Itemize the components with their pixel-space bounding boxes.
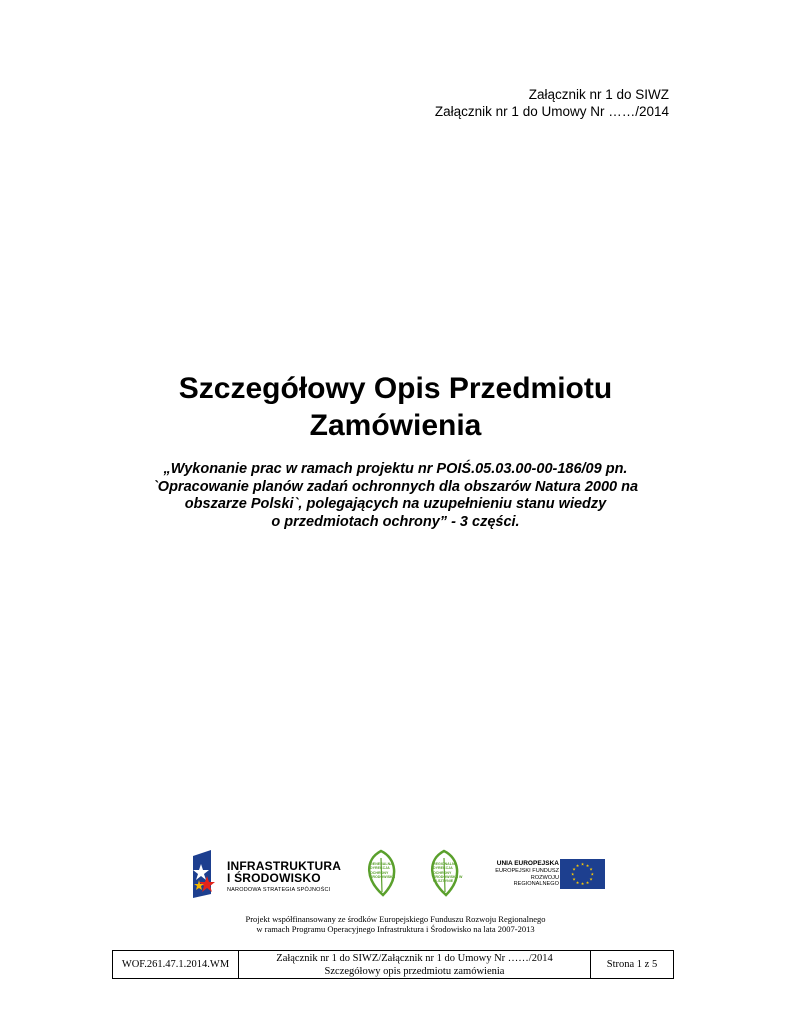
- svg-text:★: ★: [572, 866, 576, 872]
- rdos-text: REGIONALNA DYREKCJA OCHRONY ŚRODOWISKA W OLSZTYNIE: [433, 862, 463, 884]
- subtitle-line-3: obszarze Polski`, polegających na uzupełnieniu stanu wiedzy: [184, 496, 607, 512]
- funding-line-2: w ramach Programu Operacyjnego Infrastruktura i Środowisko na lata 2007-2013: [256, 924, 535, 934]
- document-title: [0, 370, 791, 444]
- svg-text:★: ★: [575, 879, 580, 885]
- svg-text:★: ★: [590, 871, 595, 877]
- subtitle-line-4: o przedmiotach ochrony” - 3 części.: [271, 513, 520, 530]
- footer-reference: WOF.261.47.1.2014.WM: [113, 951, 239, 978]
- eu-flag-icon: [560, 859, 605, 889]
- page-number: Strona 1 z 5: [606, 959, 658, 970]
- subtitle-line-1: „Wykonanie prac w ramach projektu nr POIŚ.05.03.00-00-186/09 pn.: [163, 461, 628, 477]
- gdos-leaf-logo: [356, 848, 406, 898]
- svg-text:★: ★: [575, 862, 580, 868]
- star-flag-icon: [189, 850, 225, 898]
- page-footer: [112, 950, 674, 979]
- svg-text:★: ★: [580, 881, 585, 887]
- svg-text:★: ★: [572, 876, 576, 882]
- title-line-2: Zamówienia: [309, 409, 482, 442]
- svg-text:★: ★: [585, 879, 590, 885]
- footer-description: [239, 951, 591, 978]
- title-line-1: Szczegółowy Opis Przedmiotu: [178, 372, 613, 405]
- footer-description-line-1: Załącznik nr 1 do SIWZ/Załącznik nr 1 do Umowy Nr ……/2014: [276, 952, 553, 964]
- rdos-leaf-logo: [419, 848, 479, 898]
- svg-text:★: ★: [570, 871, 575, 877]
- svg-text:★: ★: [589, 866, 593, 872]
- logo-strip: [189, 848, 609, 900]
- eu-erdf-label: UNIA EUROPEJSKA EUROPEJSKI FUNDUSZ ROZWOJU REGIONALNEGO: [495, 860, 559, 887]
- funding-note: [0, 914, 791, 934]
- header-attachment-siwz: Załącznik nr 1 do SIWZ: [528, 87, 669, 102]
- document-subtitle: [120, 461, 671, 531]
- footer-description-line-2: Szczegółowy opis przedmiotu zamówienia: [324, 965, 505, 977]
- gdos-text: GENERALNA DYREKCJA OCHRONY ŚRODOWISKA: [370, 862, 396, 879]
- infrastruktura-wordmark: INFRASTRUKTURA I ŚRODOWISKO: [227, 859, 342, 885]
- subtitle-line-2: `Opracowanie planów zadań ochronnych dla obszarów Natura 2000 na: [152, 478, 639, 495]
- funding-line-1: Projekt współfinansowany ze środków Europejskiego Funduszu Rozwoju Regionalnego: [245, 914, 546, 924]
- svg-text:★: ★: [589, 876, 593, 882]
- header-attachment-contract: Załącznik nr 1 do Umowy Nr ……/2014: [434, 104, 669, 119]
- document-header: [435, 86, 669, 120]
- svg-text:★: ★: [585, 862, 590, 868]
- svg-text:★: ★: [580, 861, 585, 867]
- infrastruktura-srodowisko-logo: [189, 850, 342, 898]
- nss-tagline: NARODOWA STRATEGIA SPÓJNOŚCI: [227, 887, 331, 893]
